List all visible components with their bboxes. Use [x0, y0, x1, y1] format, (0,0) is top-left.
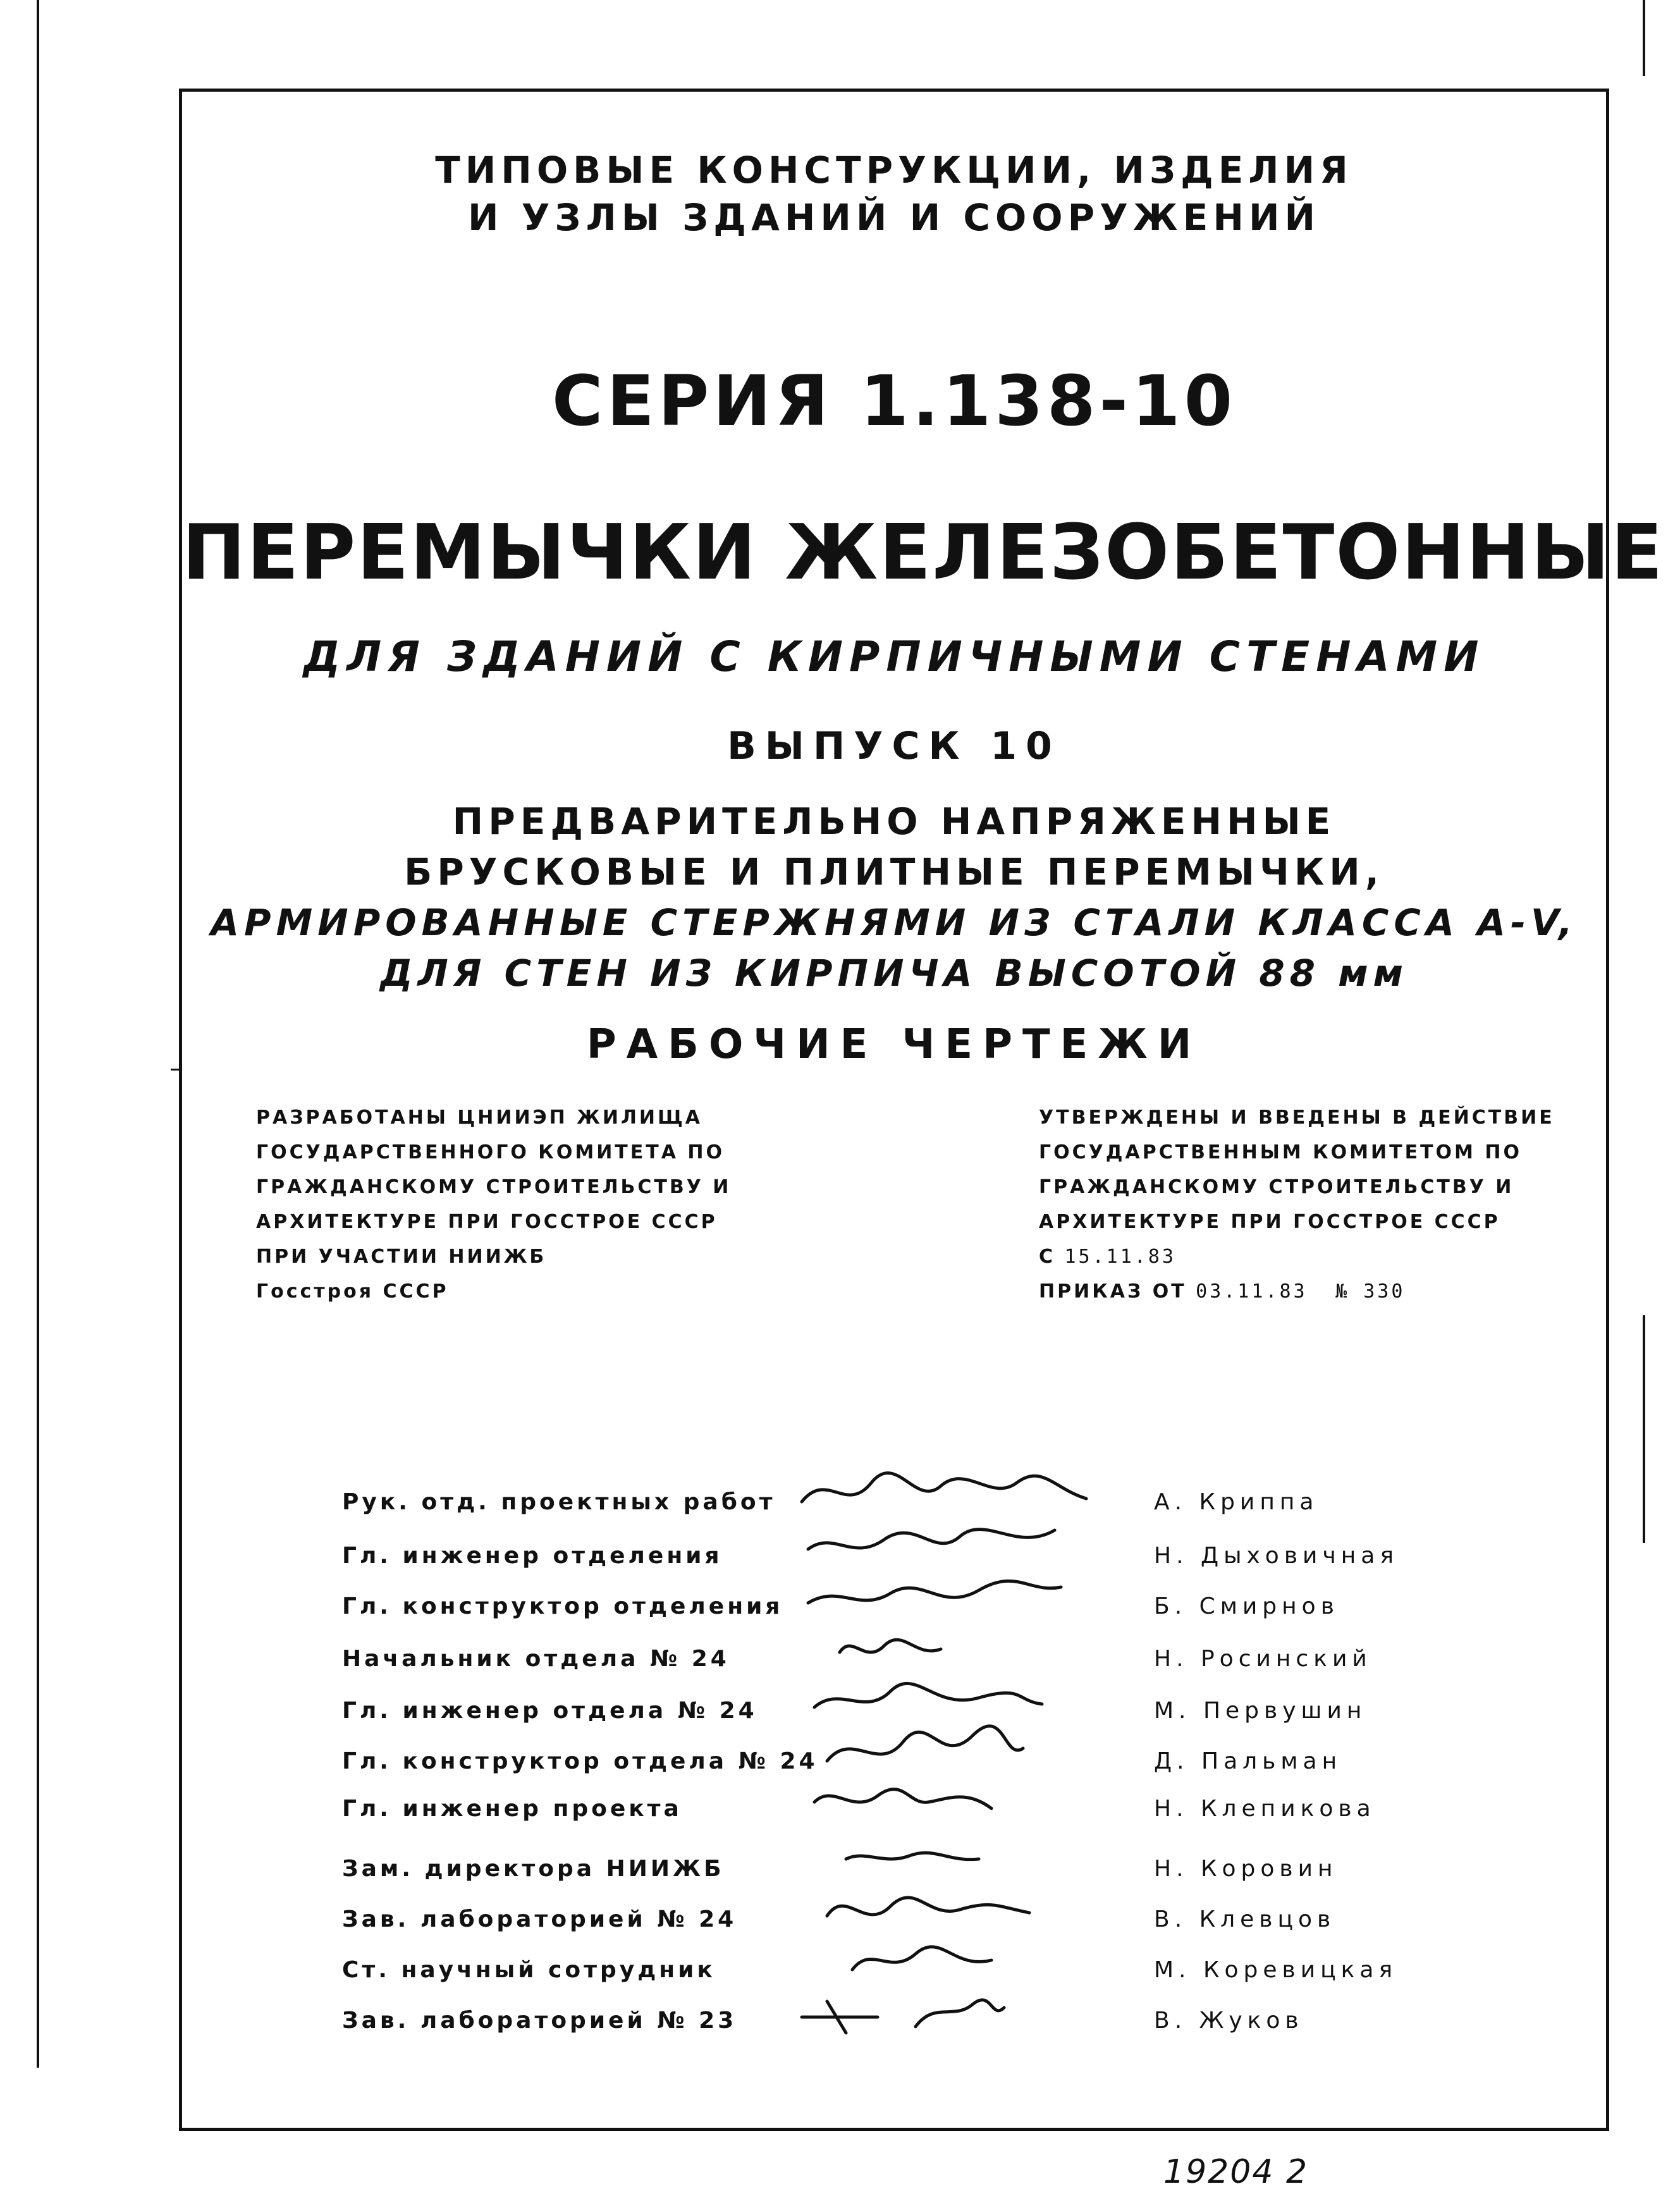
main-title: ПЕРЕМЫЧКИ ЖЕЛЕЗОБЕТОННЫЕ	[182, 509, 1664, 597]
header-line-2: И УЗЛЫ ЗДАНИЙ И СООРУЖЕНИЙ	[467, 196, 1321, 239]
developed-line-4: АРХИТЕКТУРЕ ПРИ ГОССТРОЕ СССР	[256, 1211, 718, 1233]
developed-line-2: ГОСУДАРСТВЕННОГО КОМИТЕТА ПО	[256, 1141, 725, 1163]
signatory-name: Н. Коровин	[1154, 1856, 1338, 1882]
description-line-4: ДЛЯ СТЕН ИЗ КИРПИЧА ВЫСОТОЙ 88 мм	[379, 952, 1409, 995]
handwritten-signature	[789, 1881, 1093, 1938]
document-type: РАБОЧИЕ ЧЕРТЕЖИ	[586, 1021, 1202, 1068]
subtitle: ДЛЯ ЗДАНИЙ С КИРПИЧНЫМИ СТЕНАМИ	[303, 632, 1485, 681]
signatory-name: Н. Дыховичная	[1154, 1543, 1399, 1569]
signatory-name: А. Криппа	[1154, 1489, 1319, 1515]
signatory-name: В. Клевцов	[1154, 1906, 1336, 1932]
approved-line-2: ГОСУДАРСТВЕННЫМ КОМИТЕТОМ ПО	[1039, 1141, 1522, 1163]
developed-line-5: ПРИ УЧАСТИИ НИИЖБ	[256, 1246, 547, 1268]
approved-line-1: УТВЕРЖДЕНЫ И ВВЕДЕНЫ В ДЕЙСТВИЕ	[1039, 1107, 1555, 1129]
signatory-name: Б. Смирнов	[1154, 1593, 1339, 1619]
signatory-position: Гл. инженер отделения	[342, 1543, 723, 1569]
signatory-position: Начальник отдела № 24	[342, 1646, 730, 1672]
handwritten-signature	[789, 1568, 1093, 1625]
series-title: СЕРИЯ 1.138-10	[551, 360, 1237, 441]
approved-line-3: ГРАЖДАНСКОМУ СТРОИТЕЛЬСТВУ И	[1039, 1176, 1514, 1198]
approved-by-block	[1039, 1100, 1555, 1309]
signatory-name: Д. Пальман	[1154, 1748, 1342, 1774]
signatory-position: Зав. лабораторией № 23	[342, 2008, 737, 2034]
signatory-position: Зав. лабораторией № 24	[342, 1906, 737, 1932]
signatory-name: М. Коревицкая	[1154, 1957, 1398, 1983]
signatory-position: Гл. инженер отдела № 24	[342, 1698, 757, 1724]
signatory-name: М. Первушин	[1154, 1698, 1367, 1724]
handwritten-signature	[789, 1770, 1093, 1827]
scan-edge-left	[37, 0, 39, 2068]
approved-effective-date	[1039, 1239, 1555, 1274]
approved-date-label: С	[1039, 1246, 1056, 1268]
issue-number: ВЫПУСК 10	[727, 724, 1061, 768]
signatory-position: Гл. конструктор отдела № 24	[342, 1748, 818, 1774]
description-line-2: БРУСКОВЫЕ И ПЛИТНЫЕ ПЕРЕМЫЧКИ,	[404, 850, 1384, 893]
description-line-1: ПРЕДВАРИТЕЛЬНО НАПРЯЖЕННЫЕ	[452, 800, 1336, 843]
archive-number: 19204 2	[1163, 2153, 1309, 2191]
signature-row	[182, 2008, 1606, 2058]
handwritten-signature	[789, 1982, 1093, 2039]
developed-by-block	[256, 1100, 731, 1309]
handwritten-signature	[789, 1464, 1093, 1521]
signatory-name: В. Жуков	[1154, 2008, 1304, 2034]
approved-order	[1039, 1274, 1555, 1309]
developed-line-1: РАЗРАБОТАНЫ ЦНИИЭП ЖИЛИЩА	[256, 1107, 702, 1129]
signatory-position: Зам. директора НИИЖБ	[342, 1856, 725, 1882]
scan-edge-right	[1643, 0, 1645, 76]
order-label: ПРИКАЗ ОТ	[1039, 1280, 1187, 1303]
developed-line-3: ГРАЖДАНСКОМУ СТРОИТЕЛЬСТВУ И	[256, 1176, 732, 1198]
handwritten-signature	[789, 1672, 1093, 1729]
scan-edge-right-lower	[1643, 1315, 1645, 1543]
order-date: 03.11.83	[1196, 1280, 1308, 1303]
signatory-position: Гл. конструктор отделения	[342, 1593, 783, 1619]
approved-line-4: АРХИТЕКТУРЕ ПРИ ГОССТРОЕ СССР	[1039, 1211, 1500, 1233]
handwritten-signature	[789, 1518, 1093, 1574]
signatory-name: Н. Росинский	[1154, 1646, 1372, 1672]
handwritten-signature	[789, 1621, 1093, 1678]
signatory-position: Рук. отд. проектных работ	[342, 1489, 776, 1515]
title-page-frame	[179, 89, 1664, 2131]
handwritten-signature	[789, 1932, 1093, 1989]
description-line-3: АРМИРОВАННЫЕ СТЕРЖНЯМИ ИЗ СТАЛИ КЛАССА А-V,	[211, 901, 1578, 944]
approved-date-value: 15.11.83	[1064, 1246, 1176, 1268]
developed-line-6: Госстроя СССР	[256, 1280, 449, 1303]
signatory-name: Н. Клепикова	[1154, 1796, 1376, 1822]
handwritten-signature	[789, 1831, 1093, 1887]
header-line-1: ТИПОВЫЕ КОНСТРУКЦИИ, ИЗДЕЛИЯ	[435, 149, 1353, 192]
signatory-position: Ст. научный сотрудник	[342, 1957, 716, 1983]
order-number: № 330	[1335, 1280, 1406, 1303]
signatory-position: Гл. инженер проекта	[342, 1796, 682, 1822]
